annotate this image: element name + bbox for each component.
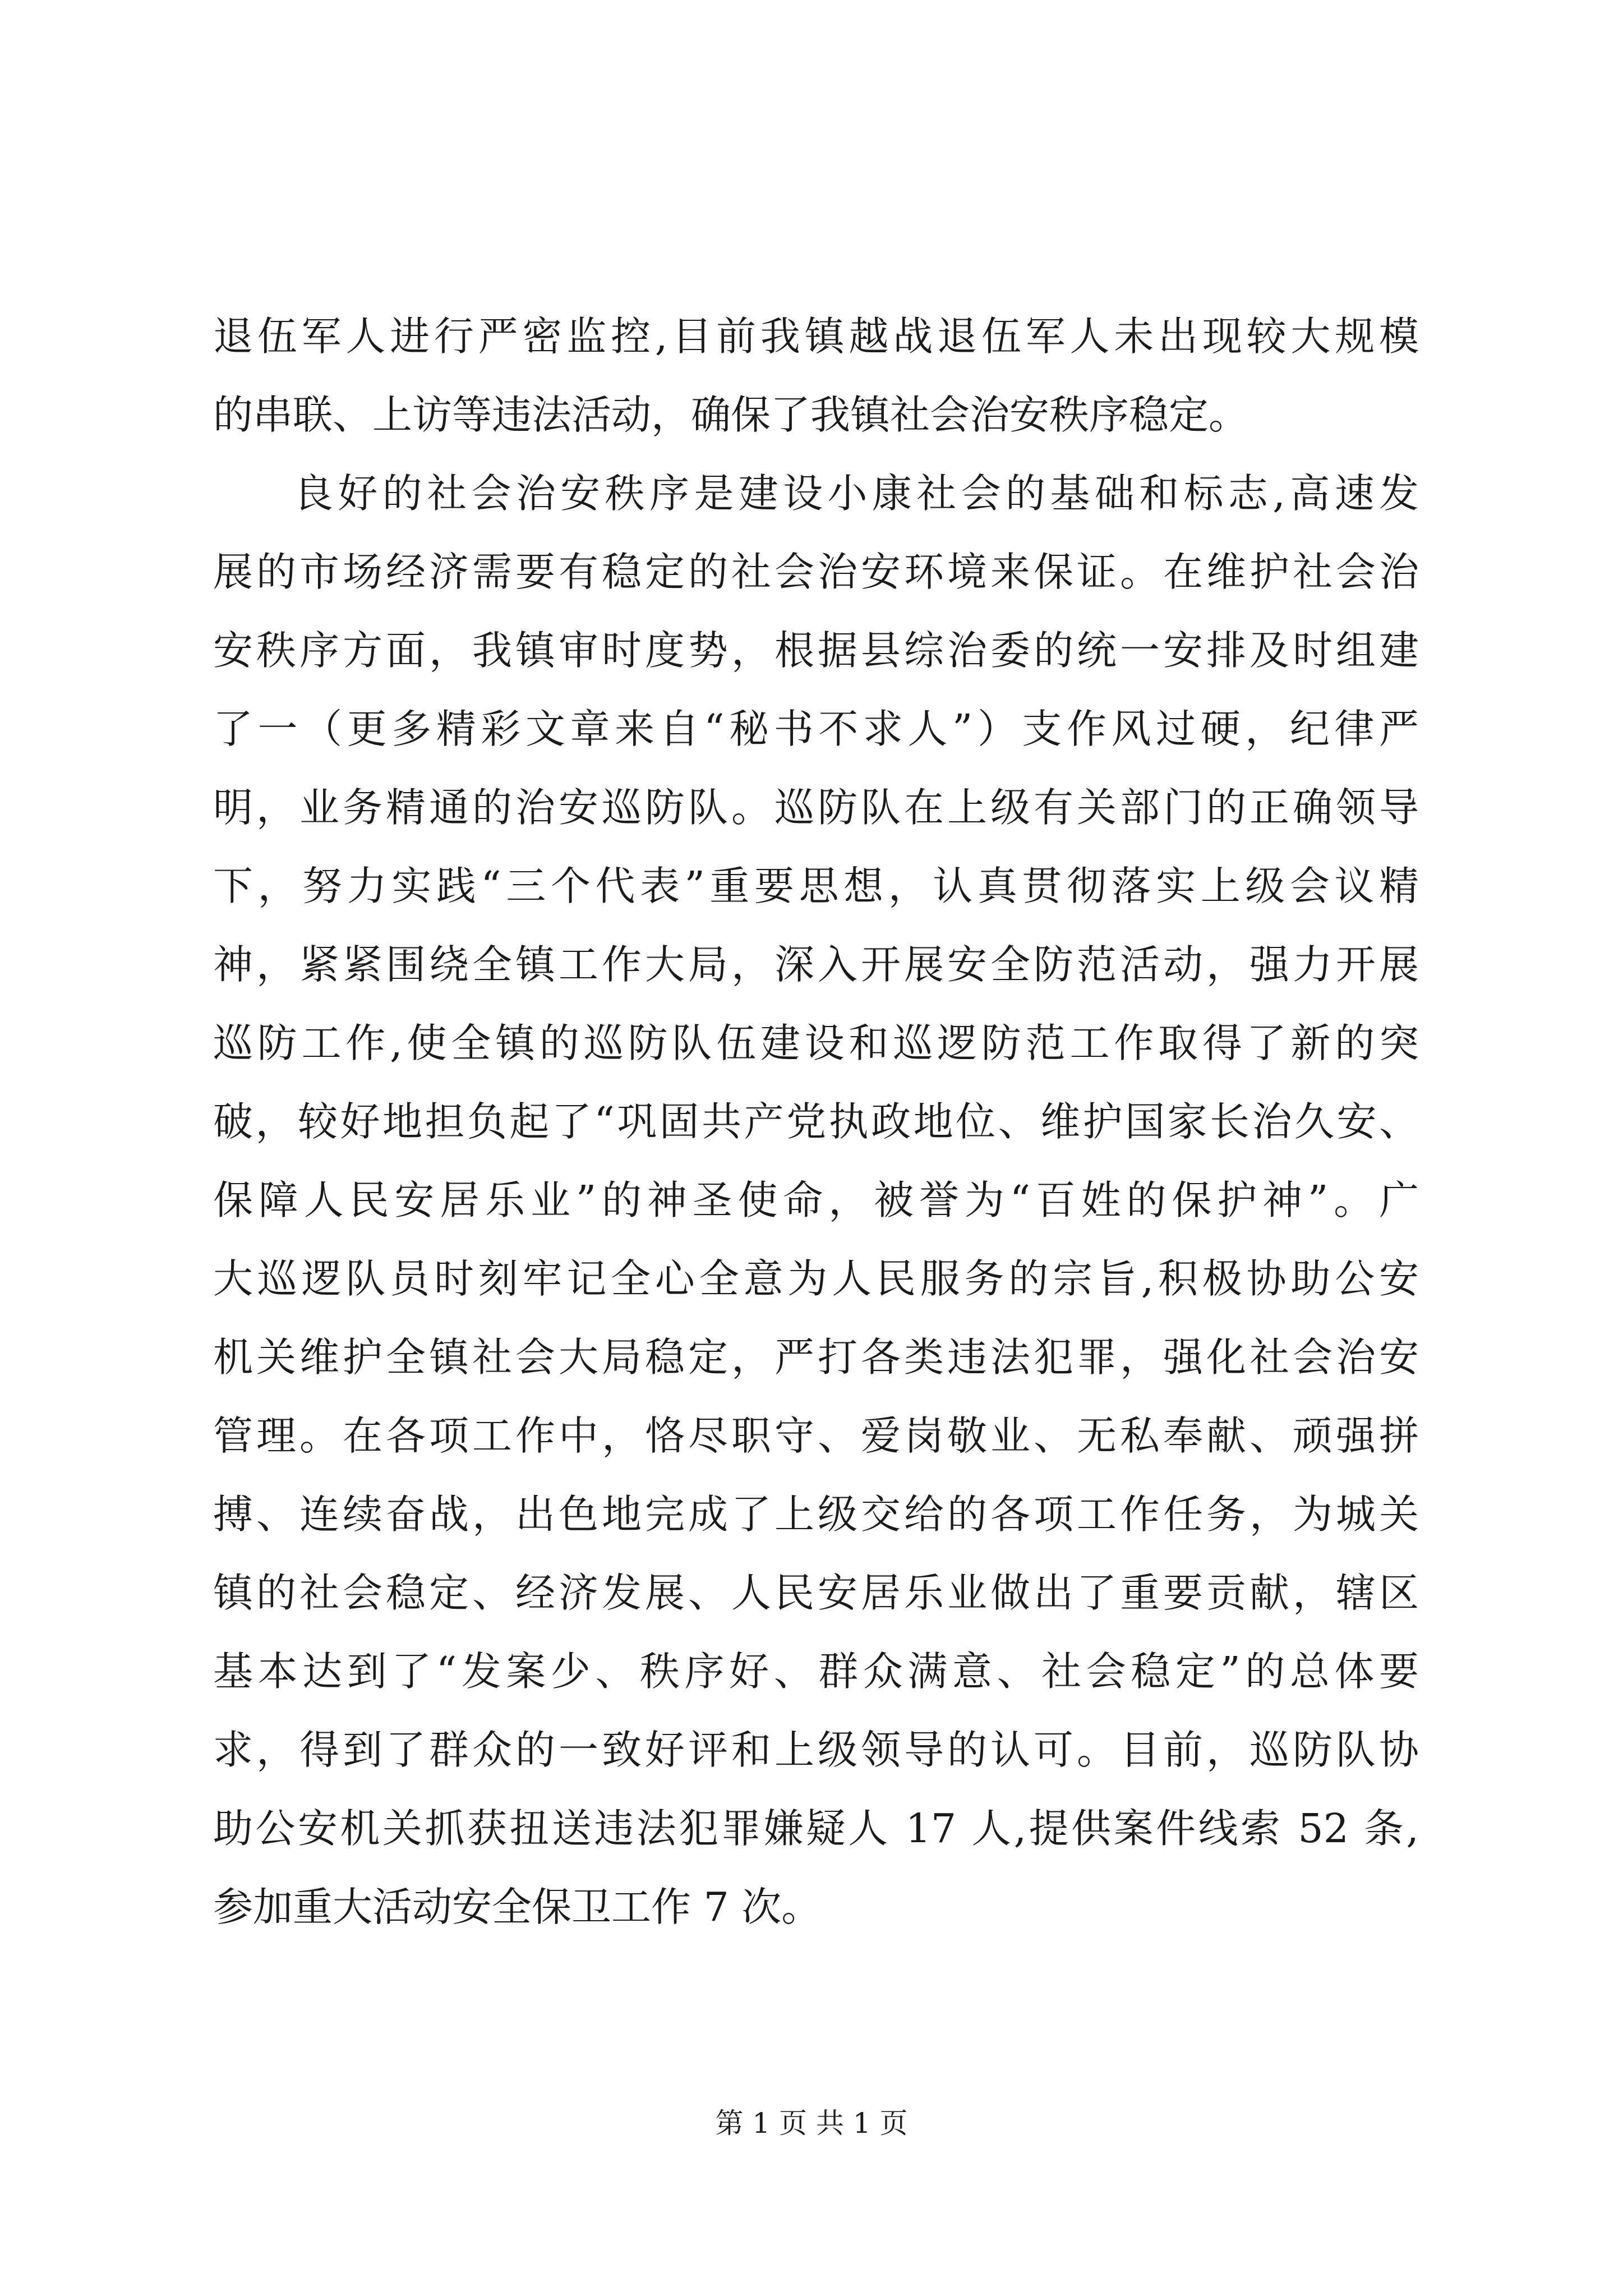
paragraph	[213, 297, 1419, 454]
text-line: 展的市场经济需要有稳定的社会治安环境来保证。在维护社会治	[213, 549, 1419, 595]
text-line: 的串联、上访等违法活动，确保了我镇社会治安秩序稳定。	[213, 392, 1249, 438]
text-line: 保障人民安居乐业”的神圣使命，被誉为“百姓的保护神”。广	[213, 1177, 1419, 1223]
text-line: 助公安机关抓获扭送违法犯罪嫌疑人 17 人,提供案件线索 52 条,	[213, 1805, 1419, 1852]
document-body	[213, 297, 1419, 1947]
text-line: 基本达到了“发案少、秩序好、群众满意、社会稳定”的总体要	[213, 1648, 1419, 1695]
paragraph	[213, 454, 1419, 1947]
text-line: 破，较好地担负起了“巩固共产党执政地位、维护国家长治久安、	[213, 1098, 1419, 1145]
text-line: 下，努力实践“三个代表”重要思想，认真贯彻落实上级会议精	[213, 863, 1419, 909]
text-line: 神，紧紧围绕全镇工作大局，深入开展安全防范活动，强力开展	[213, 941, 1419, 988]
text-line: 镇的社会稳定、经济发展、人民安居乐业做出了重要贡献，辖区	[213, 1570, 1419, 1616]
text-line: 巡防工作,使全镇的巡防队伍建设和巡逻防范工作取得了新的突	[213, 1020, 1419, 1066]
text-line: 参加重大活动安全保卫工作 7 次。	[213, 1884, 822, 1930]
text-line: 机关维护全镇社会大局稳定，严打各类违法犯罪，强化社会治安	[213, 1334, 1419, 1381]
text-line: 了一（更多精彩文章来自“秘书不求人”）支作风过硬，纪律严	[213, 706, 1419, 752]
text-line: 大巡逻队员时刻牢记全心全意为人民服务的宗旨,积极协助公安	[213, 1255, 1419, 1302]
text-line: 管理。在各项工作中，恪尽职守、爱岗敬业、无私奉献、顽强拼	[213, 1412, 1419, 1459]
page-footer: 第 1 页 共 1 页	[715, 2107, 908, 2139]
text-line: 求，得到了群众的一致好评和上级领导的认可。目前，巡防队协	[213, 1727, 1419, 1773]
text-line: 退伍军人进行严密监控,目前我镇越战退伍军人未出现较大规模	[213, 313, 1419, 360]
text-line: 明，业务精通的治安巡防队。巡防队在上级有关部门的正确领导	[213, 784, 1419, 831]
text-line: 良好的社会治安秩序是建设小康社会的基础和标志,高速发	[293, 470, 1419, 517]
text-line: 安秩序方面，我镇审时度势，根据县综治委的统一安排及时组建	[213, 627, 1419, 674]
text-line: 搏、连续奋战，出色地完成了上级交给的各项工作任务，为城关	[213, 1491, 1419, 1538]
